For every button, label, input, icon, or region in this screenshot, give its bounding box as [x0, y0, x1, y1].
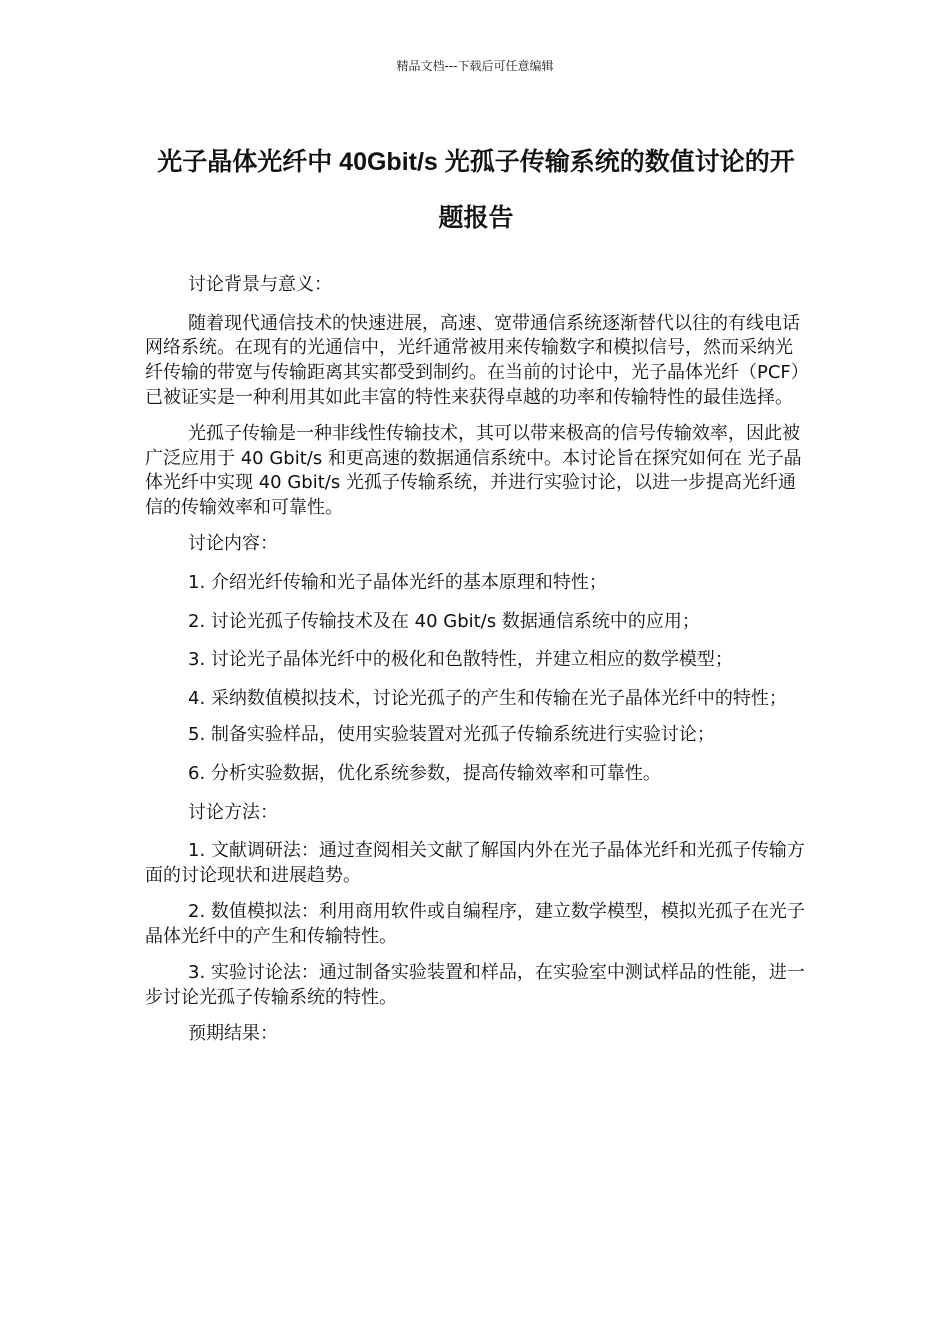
list-item-content-4: 4. 采纳数值模拟技术，讨论光孤子的产生和传输在光子晶体光纤中的特性；: [188, 688, 787, 710]
document-body: [145, 273, 807, 1061]
section-heading-background: 讨论背景与意义：: [188, 274, 332, 295]
list-item-method-2: 2. 数值模拟法：利用商用软件或自编程序，建立数学模型，模拟光孤子在光子晶体光纤中的产生和传输特性。: [145, 901, 805, 948]
list-item-content-3: 3. 讨论光子晶体光纤中的极化和色散特性，并建立相应的数学模型；: [188, 649, 733, 671]
list-item-content-1: 1. 介绍光纤传输和光子晶体光纤的基本原理和特性；: [188, 572, 607, 594]
paragraph-background: 随着现代通信技术的快速进展，高速、宽带通信系统逐渐替代以往的有线电话网络系统。在现有的光通信中，光纤通常被用来传输数字和模拟信号，然而采纳光纤传输的带宽与传输距离其实都受到制约。在当前的讨论中，光子晶体光纤（PCF）已被证实是一种利用其如此丰富的特性来获得卓越的功率和传输特性的最佳选择。: [145, 312, 800, 408]
section-heading-methods: 讨论方法：: [188, 801, 278, 823]
section-heading-content: 讨论内容：: [188, 533, 278, 555]
list-item-content-5: 5. 制备实验样品，使用实验装置对光孤子传输系统进行实验讨论；: [188, 724, 715, 746]
document-title: 光子晶体光纤中 40Gbit/s 光孤子传输系统的数值讨论的开题报告: [157, 148, 795, 232]
paragraph-soliton: 光孤子传输是一种非线性传输技术，其可以带来极高的信号传输效率，因此被广泛应用于 40 Gbit/s 和更高速的数据通信系统中。本讨论旨在探究如何在 光子晶体光纤中实现 40 Gbit/s 光孤子传输系统，并进行实验讨论，以进一步提高光纤通信的传输效率和可靠性。: [145, 423, 802, 519]
list-item-content-6: 6. 分析实验数据，优化系统参数，提高传输效率和可靠性。: [188, 763, 661, 785]
list-item-method-3: 3. 实验讨论法：通过制备实验装置和样品，在实验室中测试样品的性能，进一步讨论光孤子传输系统的特性。: [145, 962, 805, 1008]
section-heading-expected-results: 预期结果：: [188, 1023, 278, 1045]
list-item-content-2: 2. 讨论光孤子传输技术及在 40 Gbit/s 数据通信系统中的应用；: [188, 610, 700, 632]
list-item-method-1: 1. 文献调研法：通过查阅相关文献了解国内外在光子晶体光纤和光孤子传输方面的讨论现状和进展趋势。: [145, 840, 805, 887]
header-note: 精品文档---下载后可任意编辑: [396, 59, 554, 73]
